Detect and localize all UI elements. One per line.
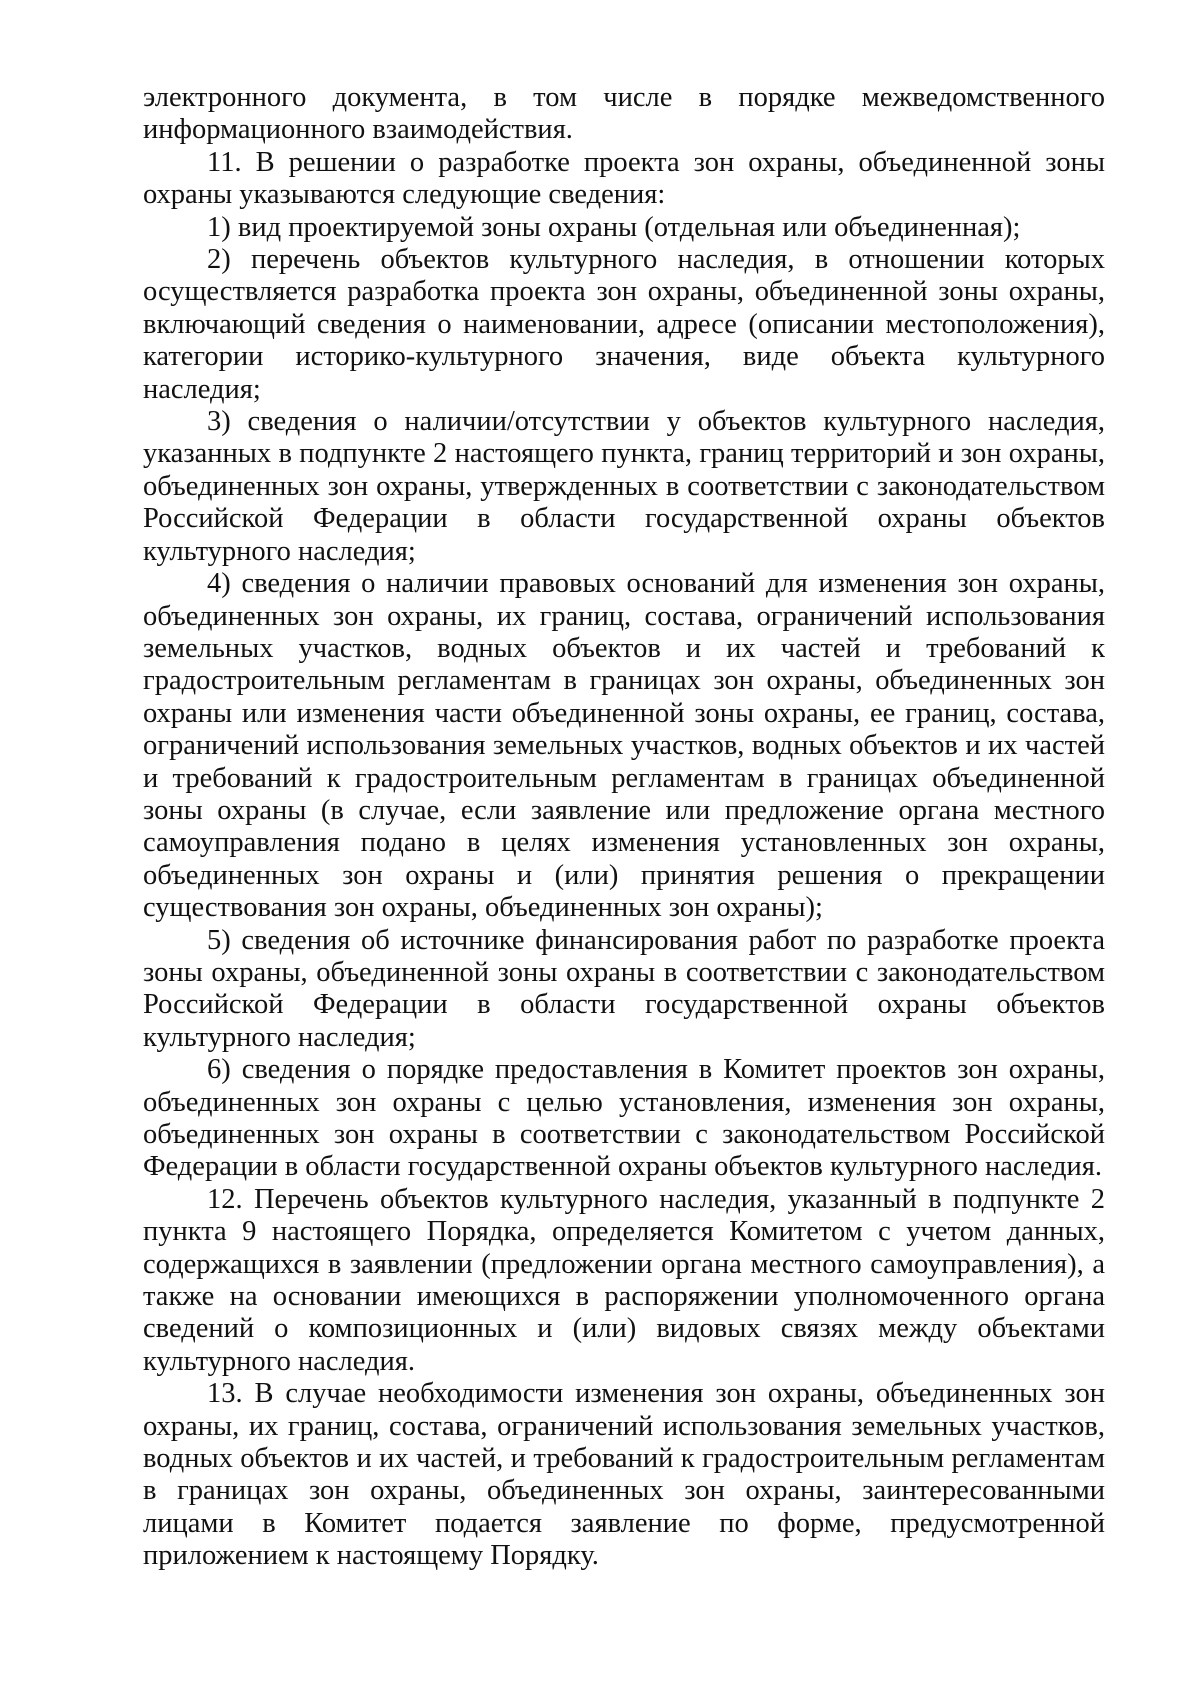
paragraph-subitem-1: 1) вид проектируемой зоны охраны (отдельная или объединенная); [207,211,1021,243]
paragraph-subitem-4: 4) сведения о наличии правовых оснований для изменения зон охраны, объединенных зон охраны, их границ, состава, ограничений использования земельных участков, водных объектов и их частей и требований к градостроительным регламентам в границах зон охраны, объединенных зон охраны или изменения части объединенной зоны охраны, ее границ, состава, ограничений использования земельных участков, водных объектов и их частей и требований к градостроительным регламентам в границах объединенной зоны охраны (в случае, если заявление или предложение органа местного самоуправления подано в целях изменения установленных зон охраны, объединенных зон охраны и (или) принятия решения о прекращении существования зон охраны, объединенных зон охраны); [143,568,1105,924]
paragraph-subitem-5: 5) сведения об источнике финансирования работ по разработке проекта зоны охраны, объединенной зоны охраны в соответствии с законодательством Российской Федерации в области государственной охраны объектов культурного наследия; [143,924,1105,1053]
paragraph-item-13: 13. В случае необходимости изменения зон охраны, объединенных зон охраны, их границ, состава, ограничений использования земельных участков, водных объектов и их частей, и требований к градостроительным регламентам в границах зон охраны, объединенных зон охраны, заинтересованными лицами в Комитет подается заявление по форме, предусмотренной приложением к настоящему Порядку. [143,1378,1105,1572]
paragraph-subitem-3: 3) сведения о наличии/отсутствии у объектов культурного наследия, указанных в подпункте 2 настоящего пункта, границ территорий и зон охраны, объединенных зон охраны, утвержденных в соответствии с законодательством Российской Федерации в области государственной охраны объектов культурного наследия; [143,406,1105,567]
paragraph-subitem-2: 2) перечень объектов культурного наследия, в отношении которых осуществляется разработка проекта зон охраны, объединенной зоны охраны, включающий сведения о наименовании, адресе (описании местоположения), категории историко-культурного значения, виде объекта культурного наследия; [143,244,1105,405]
paragraph-continuation: электронного документа, в том числе в порядке межведомственного информационного взаимодействия. [143,82,1105,146]
paragraph-item-11: 11. В решении о разработке проекта зон охраны, объединенной зоны охраны указываются следующие сведения: [143,146,1105,211]
paragraph-subitem-6: 6) сведения о порядке предоставления в Комитет проектов зон охраны, объединенных зон охраны с целью установления, изменения зон охраны, объединенных зон охраны в соответствии с законодательством Российской Федерации в области государственной охраны объектов культурного наследия. [143,1054,1105,1183]
paragraph-item-12: 12. Перечень объектов культурного наследия, указанный в подпункте 2 пункта 9 настоящего Порядка, определяется Комитетом с учетом данных, содержащихся в заявлении (предложении органа местного самоуправления), а также на основании имеющихся в распоряжении уполномоченного органа сведений о композиционных и (или) видовых связях между объектами культурного наследия. [143,1183,1105,1377]
document-page [143,82,1105,1573]
